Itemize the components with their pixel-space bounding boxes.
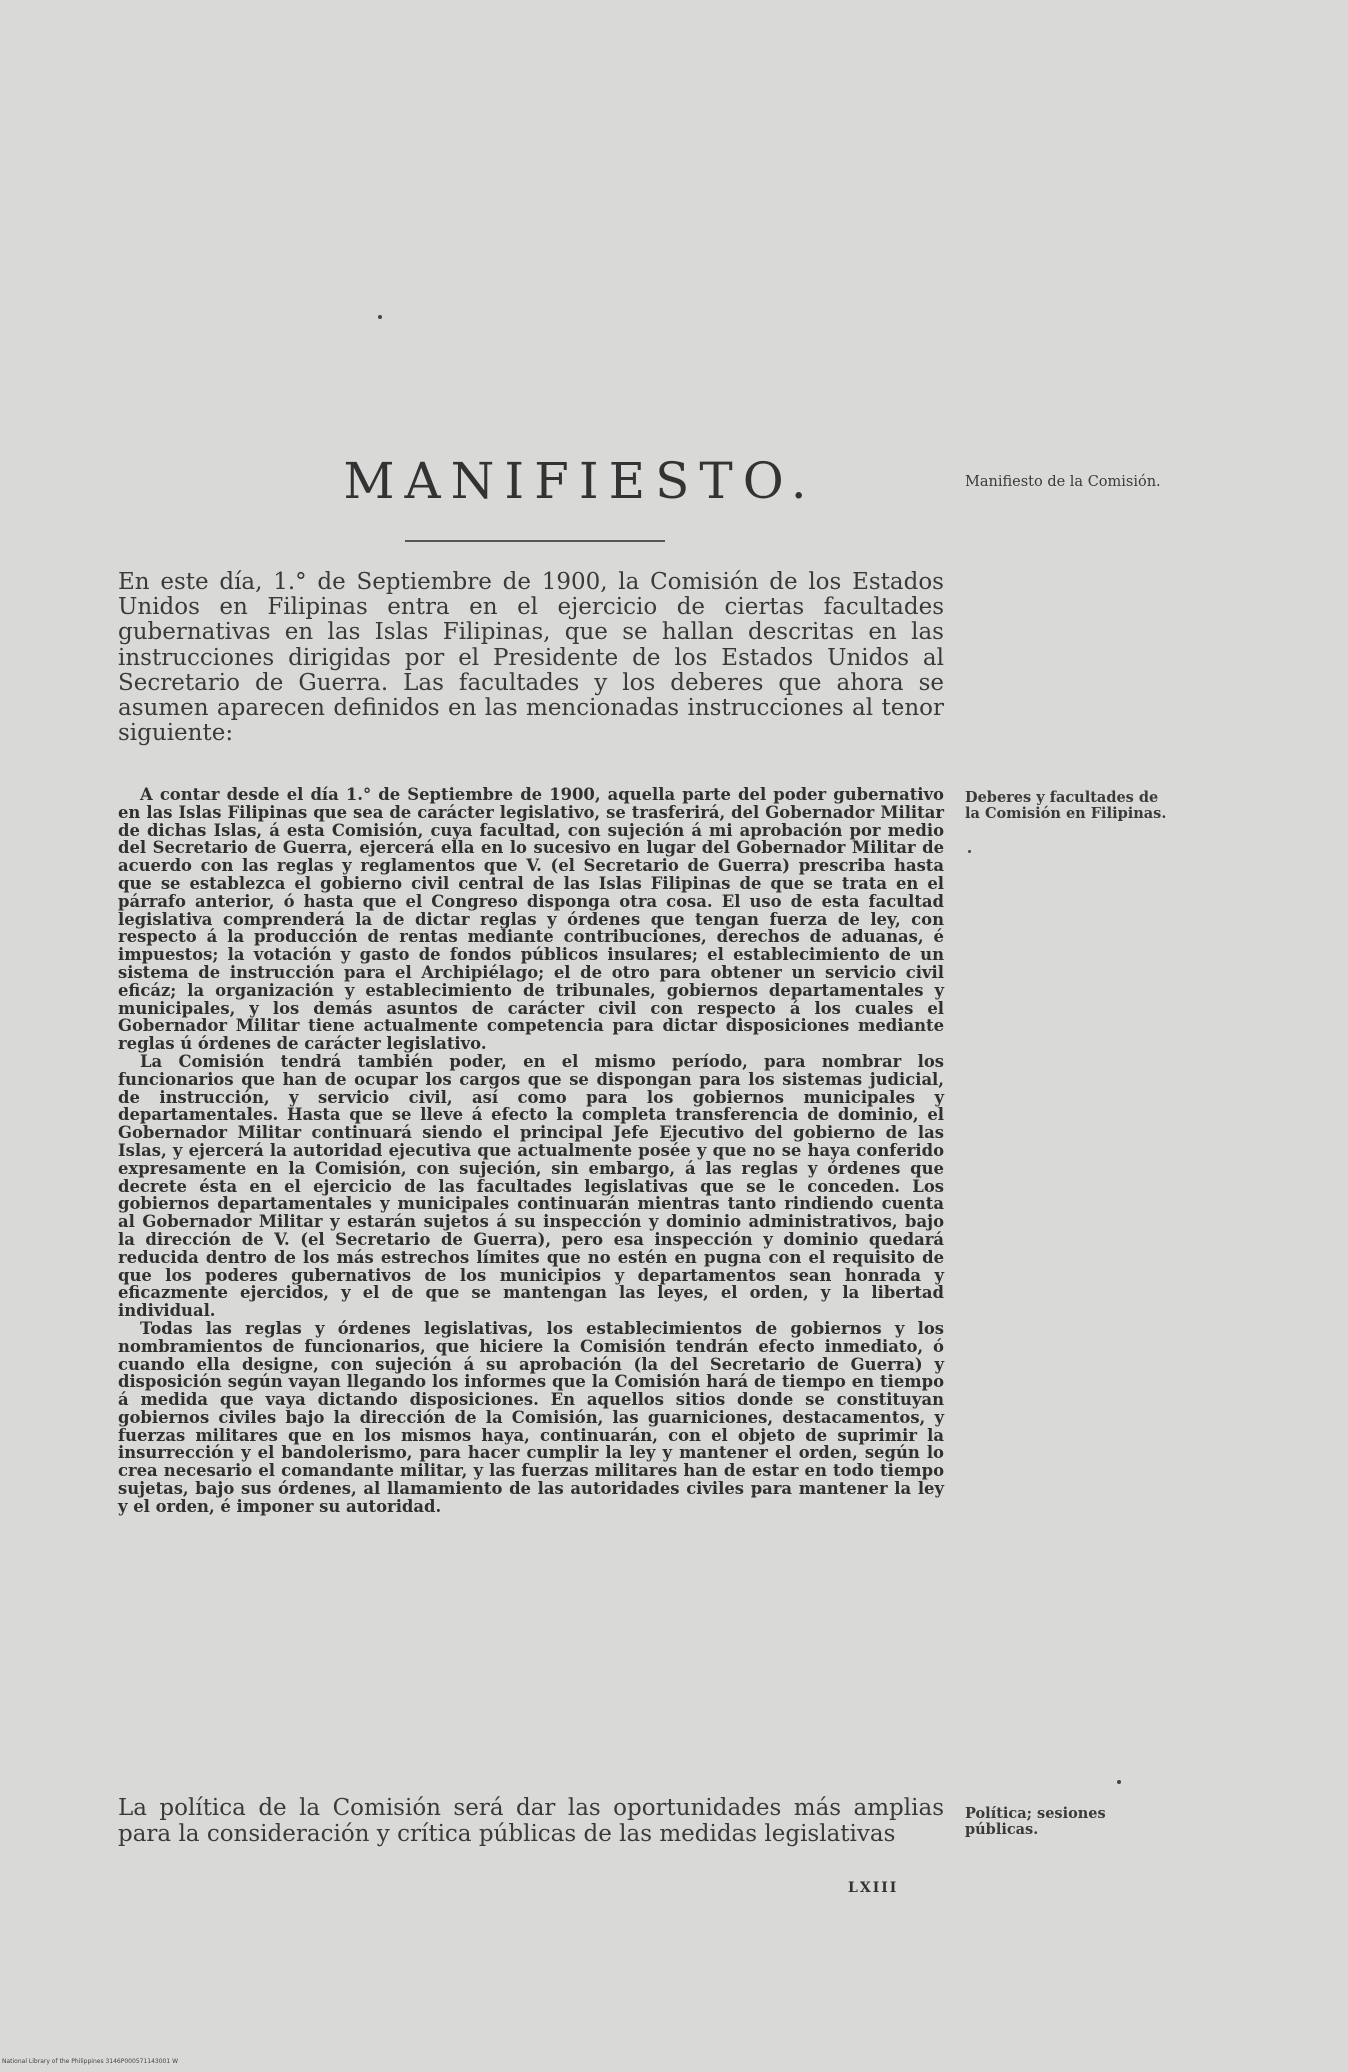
margin-note-politica: Política; sesiones públicas. [965,1805,1106,1838]
quote-paragraph-1: A contar desde el día 1.° de Septiembre de 1900, aquella parte del poder gubernativo en las Islas Filipinas que sea de carácter legislativo, se trasferirá, del Gobernador Militar de dichas Islas, á esta Comisión, cuya facultad, con sujeción á mi aprobación por medio del Secretario de Guerra, ejercerá ella en lo sucesivo en lugar del Gobernador Militar de acuerdo con las reglas y reglamentos que V. (el Secretario de Guerra) prescriba hasta que se establezca el gobierno civil central de las Islas Filipinas de que se trata en el párrafo anterior, ó hasta que el Congreso disponga otra cosa. El uso de esta facultad legislativa comprenderá la de dictar reglas y órdenes que tengan fuerza de ley, con respecto á la producción de rentas mediante contribuciones, derechos de aduanas, é impuestos; la votación y gasto de fondos públicos insulares; el establecimiento de un sistema de instrucción para el Archipiélago; el de otro para obtener un servicio civil eficáz; la organización y establecimiento de tribunales, gobiernos departamentales y municipales, y los demás asuntos de carácter civil con respecto á los cuales el Gobernador Militar tiene actualmente competencia para dictar disposiciones mediante reglas ú órdenes de carácter legislativo. [118,785,944,1054]
paper-speck [968,850,971,853]
footer-credit: National Library of the Philippines 3146P000571143001 W [2,2058,179,2065]
page-title: MANIFIESTO. [343,452,817,510]
page-number: LXIII [848,1880,899,1896]
margin-note-deberes: Deberes y facultades de la Comisión en Filipinas. [965,789,1167,822]
intro-paragraph: En este día, 1.° de Septiembre de 1900, la Comisión de los Estados Unidos en Filipinas entra en el ejercicio de ciertas facultades gubernativas en las Islas Filipinas, que se hallan descritas en las instrucciones dirigidas por el Presidente de los Estados Unidos al Secretario de Guerra. Las facultades y los deberes que ahora se asumen aparecen definidos en las mencionadas instrucciones al tenor siguiente: [118,569,944,747]
quoted-instructions [118,786,944,1516]
title-divider [405,540,665,542]
quote-paragraph-2: La Comisión tendrá también poder, en el mismo período, para nombrar los funcionarios que han de ocupar los cargos que se dispongan para los sistemas judicial, de instrucción, y servicio civil, así como para los gobiernos municipales y departamentales. Hasta que se lleve á efecto la completa transferencia de dominio, el Gobernador Militar continuará siendo el principal Jefe Ejecutivo del gobierno de las Islas, y ejercerá la autoridad ejecutiva que actualmente posée y que no se haya conferido expresamente en la Comisión, con sujeción, sin embargo, á las reglas y órdenes que decrete ésta en el ejercicio de las facultades legislativas que se le conceden. Los gobiernos departamentales y municipales continuarán mientras tanto rindiendo cuenta al Gobernador Militar y estarán sujetos á su inspección y dominio administrativos, bajo la dirección de V. (el Secretario de Guerra), pero esa inspección y dominio quedará reducida dentro de los más estrechos límites que no estén en pugna con el requisito de que los poderes gubernativos de los municipios y departamentos sean honrada y eficazmente ejercidos, y el de que se mantengan las leyes, el orden, y la libertad individual. [118,1051,944,1321]
paper-speck [1117,1780,1121,1784]
paper-speck [378,315,382,319]
margin-note-manifiesto: Manifiesto de la Comisión. [965,474,1161,490]
closing-paragraph: La política de la Comisión será dar las oportunidades más amplias para la consideración y crítica públicas de las medidas legislativas [118,1795,944,1847]
quote-paragraph-3: Todas las reglas y órdenes legislativas, los establecimientos de gobiernos y los nombramientos de funcionarios, que hiciere la Comisión tendrán efecto inmediato, ó cuando ella designe, con sujeción á su aprobación (la del Secretario de Guerra) y disposición según vayan llegando los informes que la Comisión hará de tiempo en tiempo á medida que vaya dictando disposiciones. En aquellos sitios donde se constituyan gobiernos civiles bajo la dirección de la Comisión, las guarniciones, destacamentos, y fuerzas militares que en los mismos haya, continuarán, con el objeto de suprimir la insurrección y el bandolerismo, para hacer cumplir la ley y mantener el orden, según lo crea necesario el comandante militar, y las fuerzas militares han de estar en todo tiempo sujetas, bajo sus órdenes, al llamamiento de las autoridades civiles para mantener la ley y el orden, é imponer su autoridad. [118,1318,944,1516]
